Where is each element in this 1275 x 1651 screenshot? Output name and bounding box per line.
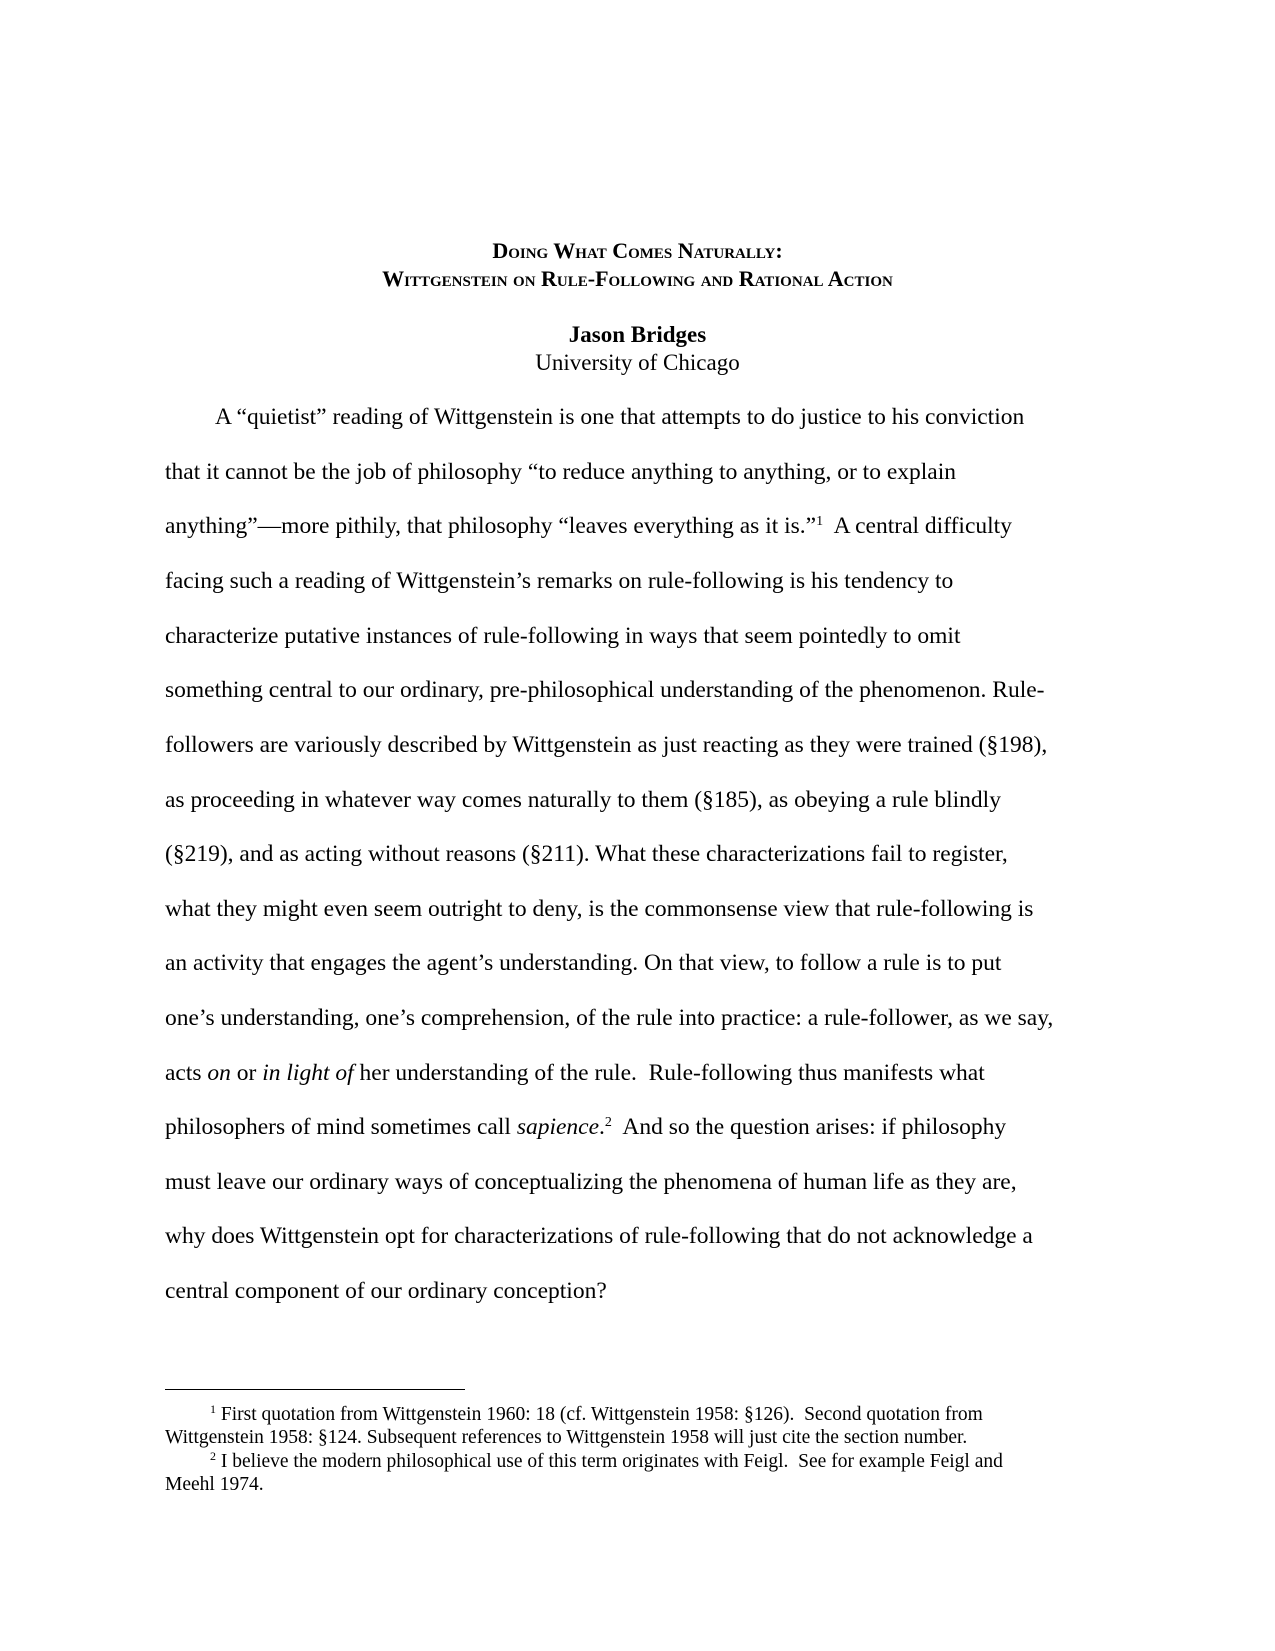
body-line: that it cannot be the job of philosophy “to reduce anything to anything, or to explain — [165, 459, 956, 485]
italic-term-on: on — [207, 1060, 231, 1086]
body-text: And so the question arises: if philosophy — [611, 1114, 1007, 1140]
footnote-ref-2[interactable]: 2 — [604, 1115, 612, 1130]
footnote-1-continued: Wittgenstein 1958: §124. Subsequent references to Wittgenstein 1958 will just cite the section number. — [165, 1427, 968, 1448]
author-name: Jason Bridges — [568, 322, 707, 347]
body-line: (§219), and as acting without reasons (§211). What these characterizations fail to register, — [165, 841, 1008, 867]
footnote-2-mark: 2 — [210, 1449, 216, 1463]
body-line: facing such a reading of Wittgenstein’s remarks on rule-following is his tendency to — [165, 568, 954, 594]
paper-title-line-1: Doing What Comes Naturally: — [492, 238, 783, 263]
body-text: or — [230, 1060, 263, 1086]
body-line: central component of our ordinary conception? — [165, 1278, 607, 1304]
footnote-text: I believe the modern philosophical use of this term originates with Feigl. See for example Feigl and — [216, 1451, 1003, 1472]
body-line — [165, 1059, 985, 1087]
body-line: why does Wittgenstein opt for characterizations of rule-following that do not acknowledge a — [165, 1223, 1033, 1249]
author-affiliation: University of Chicago — [535, 350, 740, 375]
footnote-2 — [210, 1450, 1003, 1473]
body-line: what they might even seem outright to deny, is the commonsense view that rule-following is — [165, 896, 1034, 922]
body-line — [165, 1113, 1006, 1141]
body-text: . — [599, 1114, 605, 1140]
footnote-separator — [165, 1389, 465, 1390]
body-text: anything”—more pithily, that philosophy “leaves everything as it is.” — [165, 513, 817, 539]
body-line: an activity that engages the agent’s understanding. On that view, to follow a rule is to put — [165, 950, 1002, 976]
body-line: A “quietist” reading of Wittgenstein is one that attempts to do justice to his conviction — [215, 404, 1025, 430]
footnote-1 — [210, 1403, 983, 1426]
paper-title-line-2: Wittgenstein on Rule-Following and Rational Action — [382, 266, 893, 291]
body-text: acts — [165, 1060, 208, 1086]
body-text: her understanding of the rule. Rule-following thus manifests what — [353, 1060, 985, 1086]
body-text: A central difficulty — [823, 513, 1012, 539]
footnote-text: First quotation from Wittgenstein 1960: 18 (cf. Wittgenstein 1958: §126). Second quotation from — [216, 1404, 983, 1425]
body-line: one’s understanding, one’s comprehension, of the rule into practice: a rule-follower, as we say, — [165, 1005, 1054, 1031]
body-line: must leave our ordinary ways of conceptualizing the phenomena of human life as they are, — [165, 1169, 1017, 1195]
body-text: philosophers of mind sometimes call — [165, 1114, 517, 1140]
body-line: followers are variously described by Wittgenstein as just reacting as they were trained (§198), — [165, 732, 1048, 758]
footnote-ref-1[interactable]: 1 — [816, 514, 824, 529]
body-line: something central to our ordinary, pre-philosophical understanding of the phenomenon. Rule- — [165, 677, 1045, 703]
italic-term-sapience: sapience — [516, 1114, 600, 1140]
footnote-1-mark: 1 — [210, 1402, 216, 1416]
body-line: as proceeding in whatever way comes naturally to them (§185), as obeying a rule blindly — [165, 787, 1001, 813]
italic-term-in-light-of: in light of — [262, 1060, 354, 1086]
body-line: characterize putative instances of rule-following in ways that seem pointedly to omit — [165, 623, 961, 649]
body-line — [165, 512, 1012, 540]
footnote-2-continued: Meehl 1974. — [165, 1474, 264, 1495]
